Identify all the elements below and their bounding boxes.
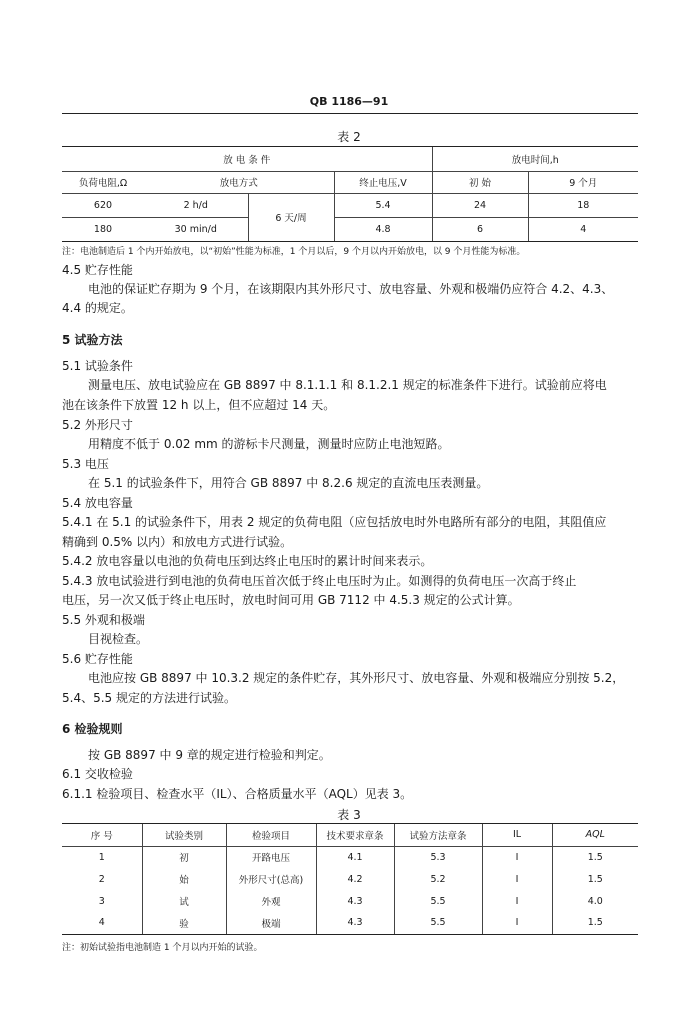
para-5-6-line-2: 5.4、5.5 规定的方法进行试验。 <box>62 691 236 705</box>
cell-item: 极端 <box>226 912 316 934</box>
cell-load: 620 <box>62 193 144 217</box>
heading-5-2: 5.2 外形尺寸 <box>62 418 133 432</box>
cell-category-char: 验 <box>142 912 226 934</box>
para-4-5-line-1: 电池的保证贮存期为 9 个月，在该期限内其外形尺寸、放电容量、外观和极端仍应符合 4.2、4.3、 <box>88 282 614 296</box>
heading-5-3: 5.3 电压 <box>62 457 109 471</box>
table3 <box>62 824 638 935</box>
heading-5-6: 5.6 贮存性能 <box>62 652 133 666</box>
cell-initial: 24 <box>432 193 528 217</box>
para-5-1-line-1: 测量电压、放电试验应在 GB 8897 中 8.1.1.1 和 8.1.2.1 规定的标准条件下进行。试验前应将电 <box>88 378 607 392</box>
para-6-intro: 按 GB 8897 中 9 章的规定进行检验和判定。 <box>88 748 331 762</box>
para-5-4-1-line-1: 5.4.1 在 5.1 的试验条件下，用表 2 规定的负荷电阻（应包括放电时外电路所有部分的电阻，其阻值应 <box>62 515 607 529</box>
cell-il: I <box>482 868 552 890</box>
cell-aql: 1.5 <box>552 912 638 934</box>
col-aql: AQL <box>552 824 638 846</box>
cell-req: 4.3 <box>316 912 394 934</box>
cell-item: 开路电压 <box>226 846 316 868</box>
table3-caption: 表 3 <box>337 808 361 822</box>
cell-aql: 4.0 <box>587 895 603 907</box>
cell-load: 180 <box>62 217 144 241</box>
col-nine-month: 9 个月 <box>528 171 638 193</box>
cell-method: 5.5 <box>394 890 482 912</box>
table2 <box>62 147 638 242</box>
heading-5: 5 试验方法 <box>62 333 123 347</box>
header-rule <box>62 113 638 114</box>
cell-category-char: 初 <box>142 846 226 868</box>
cell-aql: 1.5 <box>587 873 603 885</box>
cell-category-char: 试 <box>142 890 226 912</box>
para-5-4-1-line-2: 精确到 0.5% 以内）和放电方式进行试验。 <box>62 535 293 549</box>
cell-mode: 30 min/d <box>144 217 248 241</box>
table2-caption: 表 2 <box>337 130 361 144</box>
document-header: QB 1186—91 <box>309 95 389 108</box>
cell-serial: 1 <box>62 846 142 868</box>
heading-4-5: 4.5 贮存性能 <box>62 263 133 277</box>
cell-initial: 6 <box>432 217 528 241</box>
heading-5-1: 5.1 试验条件 <box>62 359 133 373</box>
col-test-category: 试验类别 <box>142 824 226 846</box>
para-5-3: 在 5.1 的试验条件下，用符合 GB 8897 中 8.2.6 规定的直流电压表测量。 <box>88 476 489 490</box>
table3-note: 注：初始试验指电池制造 1 个月以内开始的试验。 <box>62 943 263 953</box>
cell-serial: 3 <box>62 890 142 912</box>
cell-voltage: 5.4 <box>334 193 432 217</box>
cell-il: I <box>482 912 552 934</box>
cell-il: I <box>482 846 552 868</box>
discharge-conditions-header: 放 电 条 件 <box>62 147 432 171</box>
col-discharge-mode: 放电方式 <box>144 171 334 193</box>
cell-merged-mode: 6 天/周 <box>248 193 334 241</box>
cell-item: 外观 <box>226 890 316 912</box>
cell-method: 5.5 <box>394 912 482 934</box>
para-5-6-line-1: 电池应按 GB 8897 中 10.3.2 规定的条件贮存，其外形尺寸、放电容量、外观和极端应分别按 5.2， <box>88 671 625 685</box>
cell-method: 5.2 <box>394 868 482 890</box>
para-5-1-line-2: 池在该条件下放置 12 h 以上，但不应超过 14 天。 <box>62 398 336 412</box>
cell-mode: 2 h/d <box>144 193 248 217</box>
heading-6: 6 检验规则 <box>62 722 123 736</box>
para-5-4-3-line-1: 5.4.3 放电试验进行到电池的负荷电压首次低于终止电压时为止。如测得的负荷电压一次高于终止 <box>62 574 577 588</box>
cell-nine-month: 18 <box>528 193 638 217</box>
col-method-clause: 试验方法章条 <box>394 824 482 846</box>
cell-req: 4.2 <box>316 868 394 890</box>
col-serial: 序 号 <box>62 824 142 846</box>
cell-serial: 2 <box>62 868 142 890</box>
para-5-5: 目视检查。 <box>88 632 149 646</box>
cell-voltage: 4.8 <box>334 217 432 241</box>
cell-il: I <box>482 890 552 912</box>
para-5-2: 用精度不低于 0.02 mm 的游标卡尺测量，测量时应防止电池短路。 <box>88 437 450 451</box>
table2-note: 注：电池制造后 1 个内开始放电，以“初始”性能为标准，1 个月以后，9 个月以内开始放电，以 9 个月性能为标准。 <box>62 247 526 257</box>
para-4-5-line-2: 4.4 的规定。 <box>62 301 133 315</box>
col-test-item: 检验项目 <box>226 824 316 846</box>
para-5-4-2: 5.4.2 放电容量以电池的负荷电压到达终止电压时的累计时间来表示。 <box>62 554 433 568</box>
cell-method: 5.3 <box>394 846 482 868</box>
para-6-1-1: 6.1.1 检验项目、检查水平（IL）、合格质量水平（AQL）见表 3。 <box>62 787 413 801</box>
discharge-time-header: 放电时间,h <box>432 147 638 171</box>
cell-item: 外形尺寸(总高) <box>226 868 316 890</box>
heading-6-1: 6.1 交收检验 <box>62 767 133 781</box>
col-requirement-clause: 技术要求章条 <box>316 824 394 846</box>
col-il: IL <box>482 824 552 846</box>
cell-category-char: 始 <box>142 868 226 890</box>
para-5-4-3-line-2: 电压，另一次又低于终止电压时，放电时间可用 GB 7112 中 4.5.3 规定的公式计算。 <box>62 593 520 607</box>
heading-5-4: 5.4 放电容量 <box>62 496 133 510</box>
cell-nine-month: 4 <box>528 217 638 241</box>
heading-5-5: 5.5 外观和极端 <box>62 613 145 627</box>
col-initial: 初 始 <box>432 171 528 193</box>
col-load-resistance: 负荷电阻,Ω <box>62 171 144 193</box>
cell-serial: 4 <box>62 912 142 934</box>
cell-aql: 1.5 <box>587 851 603 863</box>
cell-req: 4.1 <box>316 846 394 868</box>
col-end-voltage: 终止电压,V <box>334 171 432 193</box>
cell-req: 4.3 <box>316 890 394 912</box>
